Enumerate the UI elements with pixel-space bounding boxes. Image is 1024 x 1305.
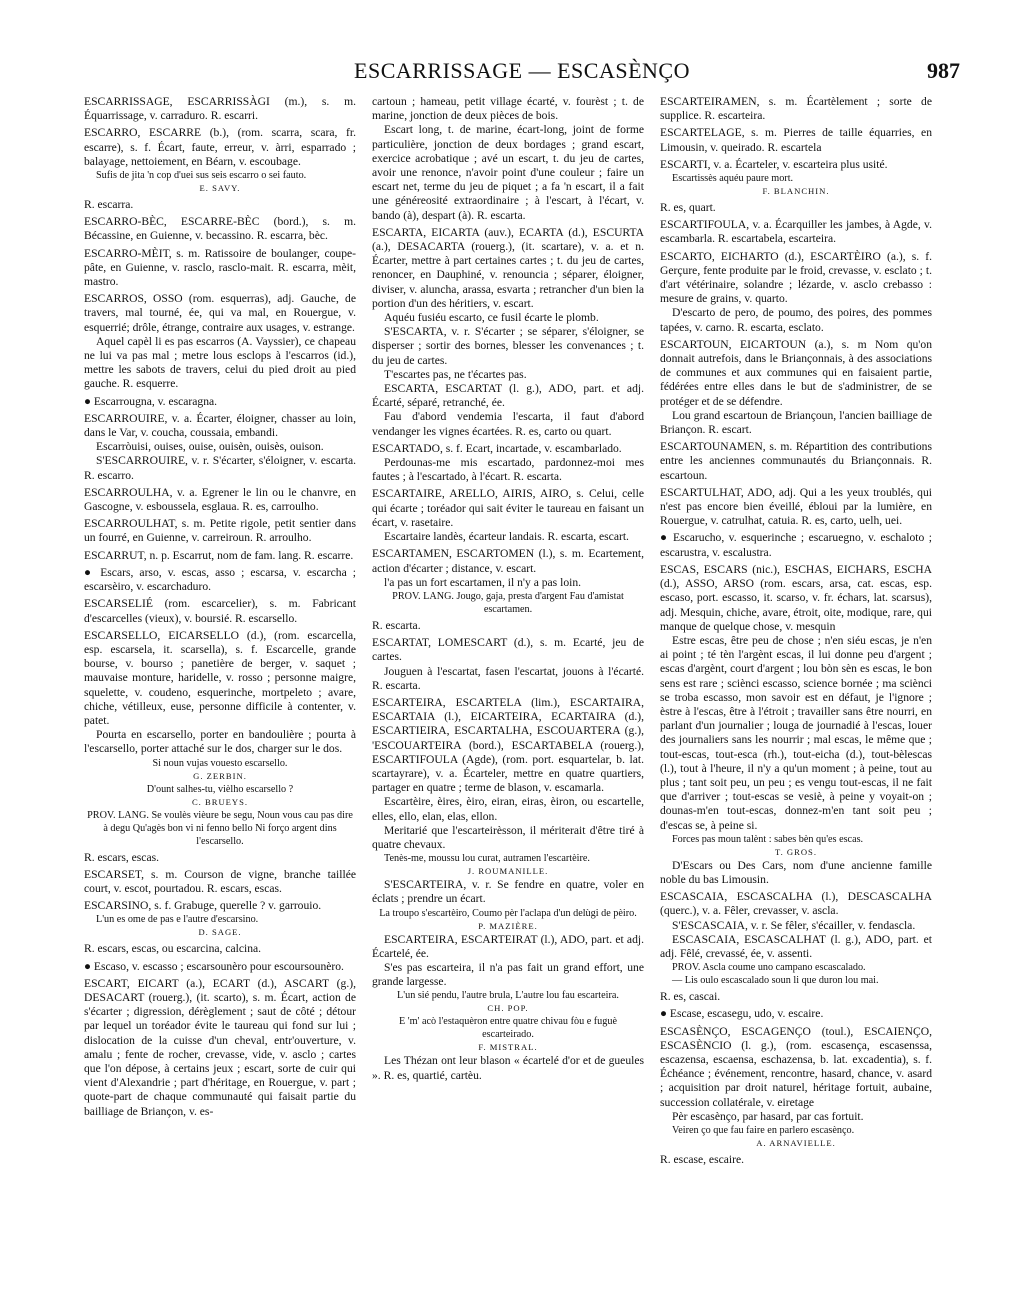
column-1-paragraph-6: ESCARRO-BÈC, ESCARRE-BÈC (bord.), s. m. Bécassine, en Guienne, v. becassino. R. escarra, bèc. [84, 215, 356, 243]
column-3-paragraph-31: R. escase, escaire. [660, 1153, 745, 1166]
column-3-paragraph-10: ESCARTOUN, EICARTOUN (a.), s. m Nom qu'on donnait autrefois, dans le Briançonnais, à des associations de communes et aux communes qui en faisaient partie, fédérées entre elles dans le but de s'administrer, de se protéger et de se défendre. [660, 337, 932, 408]
column-1-paragraph-18: ESCARSELIÉ (rom. escarcelier), s. m. Fabricant d'escarcelles (vieux), v. boursié. R. escarsello. [84, 597, 356, 625]
column-1-paragraph-3: Sufis de jita 'n cop d'uei sus seis escarro o sei fauto. [96, 170, 307, 182]
column-1-paragraph-8: ESCARROS, OSSO (rom. esquerras), adj. Gauche, de travers, mal tourné, ée, qui va mal, en Rouergue, v. esquerrié; drôle, étrange, contraire aux usages, v. estrange. [84, 292, 356, 334]
column-3-paragraph-25: R. es, cascai. [660, 990, 721, 1004]
column-2-paragraph-13: ESCARTAMEN, ESCARTOMEN (l.), s. m. Ecartement, action d'écarter ; distance, v. escart. [372, 547, 644, 575]
column-3-paragraph-23: PROV. Ascla coume uno campano escascalado. [672, 962, 866, 974]
column-2-paragraph-2: Escart long, t. de marine, écart-long, joint de forme particulière, jonction de deux bordages ; grand escart, exercice acrobatique ; avé un escart, t. du jeu de cartes, avoir une renonce, n'avoir point d'une couleur ; faire un escart net, terme du jeu de piquet ; a fa 'n escart, il a fait une généreosité extraordinaire ; à l'escart, à l'écart, v. bando (à), despart (à). R. escarta. [372, 123, 644, 222]
column-2-paragraph-28: S'es pas escarteira, il n'a pas fait un grand effort, une grande largesse. [372, 960, 644, 989]
column-2-paragraph-19: ESCARTEIRA, ESCARTELA (lim.), ESCARTAIRA, ESCARTAIA (l.), EICARTEIRA, ECARTAIRA (d.), ESCARTIEIRA, ESCARTALHA, ESCOUARTERA (g.), 'ESCOUARTEIRA (bord.), ESCARTABELA (rouerg.), ESCARTIFOULA (Agde), (rom. port. esquartelar, b. lat. scartayrare), v. a. Écarteler, mettre en quatre quartiers, partager en quatre ; terme de blason, v. escamarla. [372, 695, 644, 795]
column-3-paragraph-24: — Lis oulo escascalado soun li que duron lou mai. [672, 975, 879, 987]
column-1-paragraph-21: Si noun vujas vouesto escarsello. [152, 757, 288, 769]
column-2-paragraph-5: S'ESCARTA, v. r. S'écarter ; se séparer, s'éloigner, se disperser ; sortir des bornes, blesser les convenances ; t. du jeu de cartes. [372, 325, 644, 367]
column-3-paragraph-27: ESCASÈNÇO, ESCAGENÇO (toul.), ESCAIENÇO, ESCASÈNCIO (l. g.), (rom. escasença, escasenssa, escazensa, escaensa, eschazensa, b. lat. excadentia), s. f. Échéance ; événement, rencontre, hasard, chance, v. asard ; acquisition par droit naturel, héritage fortuit, aubaine, succession collatérale, v. eiretage [660, 1024, 932, 1109]
column-2-paragraph-20: Escartèire, èires, èiro, eiran, eiras, èiron, ou escartelle, elles, ello, elan, elas, ellon. [372, 795, 644, 823]
column-3-paragraph-13: ESCARTULHAT, ADO, adj. Qui a les yeux troublés, qui n'est pas encore bien éveillé, ébloui par la lumière, en Rouergue, v. catrulhat, catuia. R. es, carto, uelh, uei. [660, 485, 932, 528]
column-2-paragraph-8: Fau d'abord vendemia l'escarta, il faut d'abord vendanger les vignes écartées. R. es, carto ou quart. [372, 410, 644, 438]
column-2-paragraph-33: Les Thézan ont leur blason « écartelé d'or et de gueules ». R. es, quartié, cartèu. [372, 1054, 644, 1082]
column-2-paragraph-30: CH. POP. [487, 1003, 529, 1014]
column-3-paragraph-1: ESCARTEIRAMEN, s. m. Écartèlement ; sorte de supplice. R. escarteira. [660, 95, 932, 123]
column-1-paragraph-15: ESCARROULHAT, s. m. Petite rigole, petit sentier dans un fourré, en Guienne, v. carreiroun. R. arroulho. [84, 517, 356, 545]
column-2-paragraph-6: T'escartes pas, ne t'écartes pas. [384, 367, 527, 381]
column-1-paragraph-22: G. ZERBIN. [193, 770, 247, 781]
column-3-paragraph-19: D'Escars ou Des Cars, nom d'une ancienne famille noble du bas Limousin. [660, 858, 932, 886]
column-3-paragraph-28: Pèr escasènço, par hasard, par cas fortuit. [672, 1109, 864, 1123]
column-2-paragraph-14: l'a pas un fort escartamen, il n'y a pas loin. [384, 575, 582, 589]
column-1-paragraph-4: E. SAVY. [199, 183, 241, 194]
column-1-paragraph-31: R. escars, escas, ou escarcina, calcina. [84, 942, 262, 956]
column-1-paragraph-10: ● Escarrougna, v. escaragna. [84, 394, 218, 408]
column-3-paragraph-16: Estre escas, être peu de chose ; n'en siéu escas, je n'en ai point ; té tèn l'argènt escas, il lui donne peu d'argent ; escas d'argènt, court d'argent ; lou bòn sèn es escas, le bon sens est rare ; sciènci escasso, science bornée ; ma sciènci se troba escasso, mon savoir est en défaut, je l'ignore ; èstre à l'escas, être à l'étroit ; travailler sans être nourri, en parlant d'un journalier ; louga de journadié à l'escas, louer des journaliers sans les nourrir ; mal escas, le même que ; tout-escas, tout-esca (rh.), tout-eicha (d.), tout-bèlescas (l.), tout à l'heure, il n'y a qu'un moment ; à peine, tout au plus ; tant soit peu, un peu ; es vengu tout-escas, il ne fait que d'arriver ; tout-escas se vesiè, à peine y voyait-on ; dounas-m'en tout-escas, donnez-m'en tant soit peu ; d'escas se, à peine si. [660, 633, 932, 832]
column-3-paragraph-12: ESCARTOUNAMEN, s. m. Répartition des contributions entre les anciennes communautés du Briançonnais. R. escartoun. [660, 440, 932, 482]
column-3-paragraph-7: ESCARTIFOULA, v. a. Écarquiller les jambes, à Agde, v. escambarla. R. escartabela, escarteira. [660, 218, 932, 246]
column-3-paragraph-30: A. ARNAVIELLE. [756, 1138, 836, 1148]
column-1-paragraph-27: ESCARSET, s. m. Courson de vigne, branche taillée court, v. escot, pourtadou. R. escars, escas. [84, 867, 356, 895]
running-title: ESCARRISSAGE — ESCASÈNÇO [354, 58, 690, 83]
column-2-paragraph-10: Perdounas-me mis escartado, pardonnez-moi mes fautes ; à l'escartado, à l'écart. R. escarta. [372, 456, 644, 484]
column-2-paragraph-29: L'un sié pendu, l'autre brula, L'autre lou fau escarteira. [397, 990, 619, 1002]
column-1-paragraph-7: ESCARRO-MÈIT, s. m. Ratissoire de boulanger, coupe-pâte, en Guienne, v. rasclo, rasclo-mait. R. escarra, mèit, mastro. [84, 246, 356, 289]
column-2-paragraph-4: Aquéu fusiéu escarto, ce fusil écarte le plomb. [384, 311, 599, 325]
column-2-paragraph-22: Tenès-me, moussu lou curat, autramen l'escartèire. [384, 853, 590, 865]
column-3-paragraph-2: ESCARTELAGE, s. m. Pierres de taille équarries, en Limousin, v. queirado. R. escartela [660, 126, 932, 154]
column-2-paragraph-26: P. MAZIÈRE. [478, 920, 538, 931]
page-number: 987 [927, 58, 960, 83]
column-3-paragraph-20: ESCASCAIA, ESCASCALHA (l.), DESCASCALHA (querc.), v. a. Fêler, crevasser, v. ascla. [660, 890, 932, 918]
column-2-paragraph-23: J. ROUMANILLE. [467, 866, 549, 877]
column-2-paragraph-16: R. escarta. [372, 618, 421, 632]
column-3-paragraph-6: R. es, quart. [660, 201, 716, 215]
page-header [84, 58, 960, 86]
column-2-paragraph-24: S'ESCARTEIRA, v. r. Se fendre en quatre, voler en éclats ; prendre un écart. [372, 878, 644, 906]
column-1-paragraph-23: D'ount salhes-tu, vièlho escarsello ? [146, 783, 294, 795]
column-3-paragraph-4: Escartissès aquéu paure mort. [672, 173, 794, 185]
column-3-paragraph-29: Veiren ço que fau faire en parlero escasènço. [672, 1125, 855, 1136]
column-1-paragraph-32: ● Escaso, v. escasso ; escarsounèro pour escoursounèro. [84, 959, 344, 973]
column-3-paragraph-22: ESCASCAIA, ESCASCALHAT (l. g.), ADO, part. et adj. Fêlé, crevassé, ée, v. assenti. [660, 932, 932, 960]
column-2-paragraph-27: ESCARTEIRA, ESCARTEIRAT (l.), ADO, part. et adj. Écartelé, ée. [372, 932, 644, 960]
column-2-paragraph-11: ESCARTAIRE, ARELLO, AIRIS, AIRO, s. Celui, celle qui écarte ; toréador qui sait éviter le taureau en faisant un écart, v. rasetaire. [372, 487, 644, 529]
column-1-paragraph-29: L'un es ome de pas e l'autre d'escarsino. [96, 914, 259, 926]
column-2-paragraph-25: La troupo s'escartèiro, Coumo pèr l'aclapa d'un delùgi de pèiro. [379, 907, 637, 919]
column-3-paragraph-26: ● Escase, escasegu, udo, v. escaire. [660, 1007, 824, 1021]
column-1-paragraph-17: ● Escars, arso, v. escas, asso ; escarsa, v. escarcha ; escarsèiro, v. escarchaduro. [84, 565, 356, 594]
column-3-paragraph-3: ESCARTI, v. a. Écarteler, v. escarteira plus usité. [660, 157, 888, 171]
column-1-paragraph-5: R. escarra. [84, 198, 134, 212]
column-1-paragraph-9: Aquel capèl li es pas escarros (A. Vayssier), ce chapeau ne lui va pas mal ; metre lous esclops à l'escarros (id.), mettre les sabots de travers, celui du pied droit au pied gauche. R. esquerre. [84, 334, 356, 391]
column-2-paragraph-3: ESCARTA, EICARTA (auv.), ECARTA (d.), ESCURTA (a.), DESACARTA (rouerg.), (it. scartare), v. a. et n. Écarter, mettre à part certaines cartes ; t. du jeu de cartes, renoncer, en Dauphiné, v. renouncia ; séparer, éloigner, diviser, v. aluncha, arassa, esvarta ; retrancher d'un bien la portion d'un des héritiers, v. escart. [372, 225, 644, 310]
column-1-paragraph-13: S'ESCARROUIRE, v. r. S'écarter, s'éloigner, v. escarta. R. escarro. [84, 454, 356, 482]
column-2-paragraph-7: ESCARTA, ESCARTAT (l. g.), ADO, part. et adj. Écarté, séparé, retranché, ée. [372, 382, 644, 410]
column-1-paragraph-12: Escarròuisi, ouises, ouise, ouisèn, ouisès, ouison. [96, 440, 324, 454]
column-1-paragraph-20: Pourta en escarsello, porter en bandoulière ; pourta à l'escarsello, porter attaché sur le dos, charger sur le dos. [84, 728, 356, 756]
column-3-paragraph-5: F. BLANCHIN. [762, 186, 830, 197]
column-1-paragraph-25: PROV. LANG. Se voulès vièure be segu, Noun vous cau pas dire à degu Qu'agès bon vi ni fenno bello Ni forço argent dins l'escarsello. [87, 809, 353, 847]
column-2-paragraph-21: Meritarié que l'escarteirèsson, il mériterait d'être tiré à quatre chevaux. [372, 823, 644, 851]
column-1-paragraph-30: D. SAGE. [198, 927, 242, 938]
column-2-paragraph-17: ESCARTAT, LOMESCART (d.), s. m. Ecarté, jeu de cartes. [372, 636, 644, 664]
column-1-paragraph-2: ESCARRO, ESCARRE (b.), (rom. scarra, scara, fr. escarre), s. f. Écart, faute, erreur, v. àrri, esparrado ; balayage, nettoiement, en Béarn, v. escoubage. [84, 126, 356, 168]
column-1-paragraph-1: ESCARRISSAGE, ESCARRISSÀGI (m.), s. m. Équarrissage, v. carraduro. R. escarri. [84, 95, 356, 123]
column-1-paragraph-11: ESCARROUIRE, v. a. Écarter, éloigner, chasser au loin, dans le Var, v. coucha, coussaia, embandi. [84, 411, 356, 440]
column-3-paragraph-21: S'ESCASCAIA, v. r. Se fêler, s'écailler, v. fendascla. [672, 918, 916, 932]
column-2-paragraph-9: ESCARTADO, s. f. Ecart, incartade, v. escambarlado. [372, 441, 622, 455]
column-2-paragraph-15: PROV. LANG. Jougo, gaja, presta d'argent Fau d'amistat escartamen. [392, 590, 624, 615]
column-3-paragraph-14: ● Escarucho, v. esquerinche ; escaruegno, v. eschaloto ; escarustra, v. escalustra. [660, 531, 932, 559]
column-2-paragraph-18: Jouguen à l'escartat, fasen l'escartat, jouons à l'écarté. R. escarta. [372, 664, 644, 692]
column-2-paragraph-31: E 'm' acò l'estaquèron entre quatre chivau fòu e fuguè escarteirado. [399, 1016, 617, 1041]
column-1-paragraph-33: ESCART, EICART (a.), ECART (d.), ASCART (g.), DESACART (rouerg.), (it. scarto), s. m. Écart, action de s'écarter ; digression, dérèglement ; saut de côté ; détour par lequel un toréador évite le taureau qui fond sur lui ; dislocation de la cuisse d'un cheval, entr'ouverture, v. amalu ; fente de rocher, crevasse, vide, v. asclo ; cartes que l'on dépose, à certains jeux ; escart, sorte de cuir qui vient d'Alexandrie ; part d'héritage, en Rouergue, v. part ; quote-part de chaque communauté qui faisait partie du bailliage de Briançon, v. es- [84, 976, 356, 1118]
column-3-paragraph-17: Forces pas moun talènt : sabes bèn qu'es escas. [672, 833, 864, 845]
column-3-paragraph-18: T. GROS. [775, 846, 817, 857]
column-1-paragraph-14: ESCARROULHA, v. a. Egrener le lin ou le chanvre, en Gascogne, v. esboussela, esglaua. R. es, carroulho. [84, 485, 356, 514]
column-3-paragraph-15: ESCAS, ESCARS (nic.), ESCHAS, EICHARS, ESCHA (d.), ASSO, ARSO (rom. escars, arsa, cat. escas, esp. escaso, port. escasso, it. scarso, v. fr. échars, lat. scarsus), adj. Mesquin, chiche, avare, étroit, oite, modique, rare, qui manque de quelque chose, v. mesquin [660, 562, 932, 633]
column-1-paragraph-24: C. BRUEYS. [191, 796, 249, 807]
column-1 [84, 92, 356, 1292]
column-3-paragraph-9: D'escarto de pero, de poumo, des poires, des pommes tapées, v. carno. R. escarta, esclato. [660, 306, 932, 334]
column-2-paragraph-1: cartoun ; hameau, petit village écarté, v. fourèst ; t. de marine, jonction de deux pièces de bois. [372, 95, 644, 123]
column-1-paragraph-28: ESCARSINO, s. f. Grabuge, querelle ? v. garrouio. [84, 899, 322, 913]
column-2-paragraph-12: Escartaire landès, écarteur landais. R. escarta, escart. [384, 530, 629, 544]
column-3-paragraph-11: Lou grand escartoun de Briançoun, l'ancien bailliage de Briançon. R. escart. [660, 408, 932, 437]
column-3-paragraph-8: ESCARTO, EICHARTO (d.), ESCARTÈIRO (a.), s. f. Gerçure, fente produite par le froid, crevasse, v. esclato ; t. d'art vétérinaire, solandre ; lézarde, v. asclo crebasso : mesure de grains, v. quarto. [660, 249, 932, 306]
column-2-paragraph-32: F. MISTRAL. [478, 1042, 538, 1053]
column-1-paragraph-16: ESCARRUT, n. p. Escarrut, nom de fam. lang. R. escarre. [84, 548, 354, 562]
column-1-paragraph-26: R. escars, escas. [84, 850, 160, 864]
column-1-paragraph-19: ESCARSELLO, EICARSELLO (d.), (rom. escarcella, esp. escarsela, it. scarsella), s. f. Escarcelle, grande bourse, v. bourso ; panetière de berger, v. saquet ; mauvaise monture, haridelle, v. rosso ; personne maigre, squelette, v. coudeno, esquerinche, mortpeleto ; avare, chiche, vétilleux, euse, personne difficile à contenter, v. patet. [84, 628, 356, 727]
column-2 [372, 92, 644, 1292]
column-3 [660, 92, 932, 1292]
